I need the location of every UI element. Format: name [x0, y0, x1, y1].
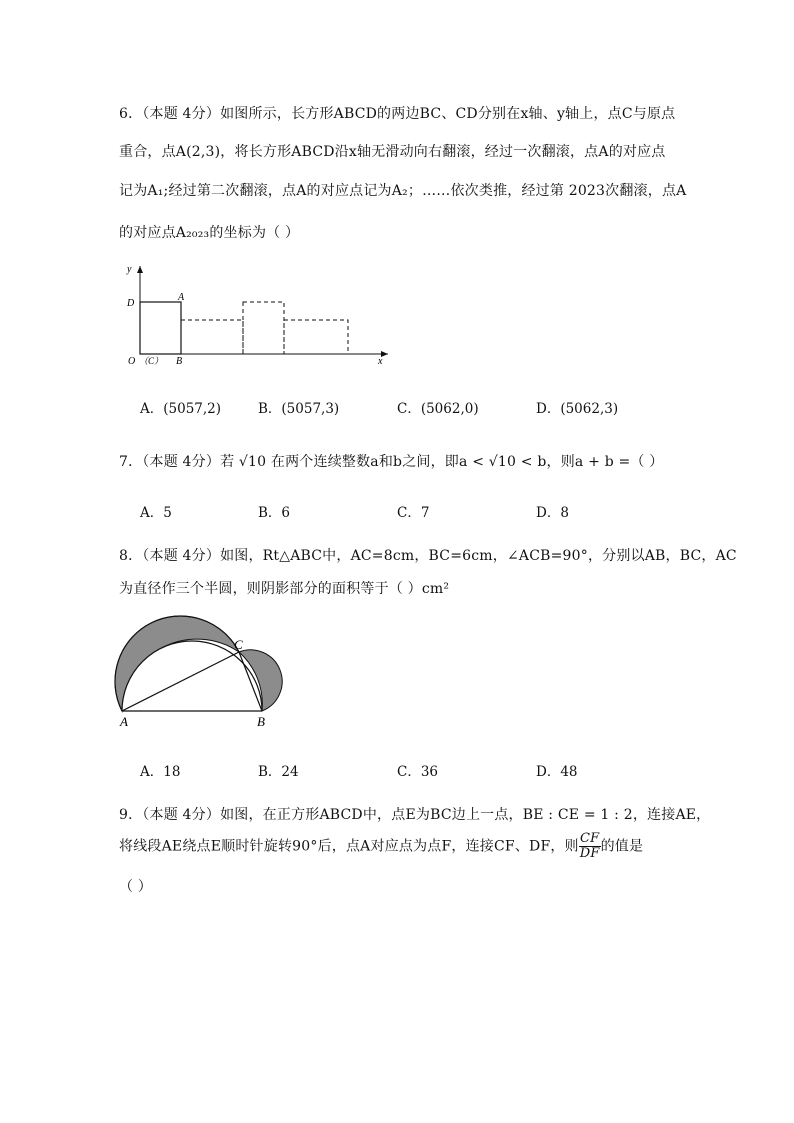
- label-y: y: [127, 264, 132, 275]
- q6-option-b[interactable]: B．(5057,3): [258, 401, 340, 417]
- rolled-position-2: [243, 302, 284, 354]
- q6-text-line-2: 重合，点A(2,3)，将长方形ABCD沿x轴无滑动向右翻滚，经过一次翻滚，点A的对应点: [119, 144, 666, 160]
- label-d: D: [127, 298, 135, 309]
- label-c: （C）: [139, 356, 164, 366]
- label-x: x: [378, 356, 383, 367]
- q9-text-line-1: 9．（本题 4分）如图，在正方形ABCD中，点E为BC边上一点，BE : CE = 1 : 2，连接AE，: [119, 807, 711, 823]
- label-a: A: [120, 714, 128, 729]
- q8-text-line-1: 8．（本题 4分）如图，Rt△ABC中，AC=8cm，BC=6cm，∠ACB=90°，分别以AB，BC，AC: [119, 548, 737, 564]
- q6-text-line-1: 6．（本题 4分）如图所示，长方形ABCD的两边BC、CD分别在x轴、y轴上，点C与原点: [119, 106, 676, 122]
- y-axis-arrow: [137, 266, 143, 273]
- rectangle-abcd: [140, 302, 181, 354]
- q7-text-line-1: 7．（本题 4分）若 √10 在两个连续整数a和b之间，即a < √10 < b，则a + b =（ ）: [119, 454, 664, 470]
- q6-option-d[interactable]: D．(5062,3): [536, 401, 619, 417]
- q6-option-c[interactable]: C．(5062,0): [397, 401, 479, 417]
- q9-text-line-2: [119, 832, 643, 861]
- label-c: C: [234, 637, 243, 652]
- q7-option-b[interactable]: B．6: [258, 505, 291, 521]
- q8-option-b[interactable]: B．24: [258, 764, 299, 780]
- q6-option-a[interactable]: A．(5057,2): [140, 401, 222, 417]
- q9-text-line-2-end: 的值是: [600, 838, 644, 855]
- q6-figure-rectangle-rolling: [112, 258, 397, 370]
- fraction-denominator: DF: [579, 846, 600, 861]
- rolled-position-3: [284, 320, 348, 354]
- label-o: O: [128, 356, 136, 367]
- q9-text-line-2-start: 将线段AE绕点E顺时针旋转90°后，点A对应点为点F，连接CF、DF，则: [119, 838, 579, 855]
- q6-text-line-4: 的对应点A₂₀₂₃的坐标为（ ）: [119, 225, 300, 241]
- q8-figure-three-semicircles: [112, 612, 292, 730]
- q7-option-d[interactable]: D．8: [536, 505, 569, 521]
- label-a: A: [178, 292, 185, 303]
- q7-option-c[interactable]: C．7: [397, 505, 430, 521]
- q8-option-d[interactable]: D．48: [536, 764, 578, 780]
- q9-text-line-3: （ ）: [119, 879, 153, 895]
- rolled-position-1: [181, 320, 243, 354]
- q8-option-a[interactable]: A．18: [140, 764, 181, 780]
- q8-option-c[interactable]: C．36: [397, 764, 439, 780]
- q8-text-line-2: 为直径作三个半圆，则阴影部分的面积等于（ ）cm²: [119, 581, 450, 597]
- fraction-numerator: CF: [580, 831, 600, 846]
- q6-text-line-3: 记为A₁;经过第二次翻滚，点A的对应点记为A₂；……依次类推，经过第 2023次翻滚，点A: [119, 183, 687, 199]
- label-b: B: [257, 714, 265, 729]
- label-b: B: [176, 356, 183, 367]
- q9-fraction-cf-df: [579, 832, 601, 861]
- q7-option-a[interactable]: A．5: [140, 505, 172, 521]
